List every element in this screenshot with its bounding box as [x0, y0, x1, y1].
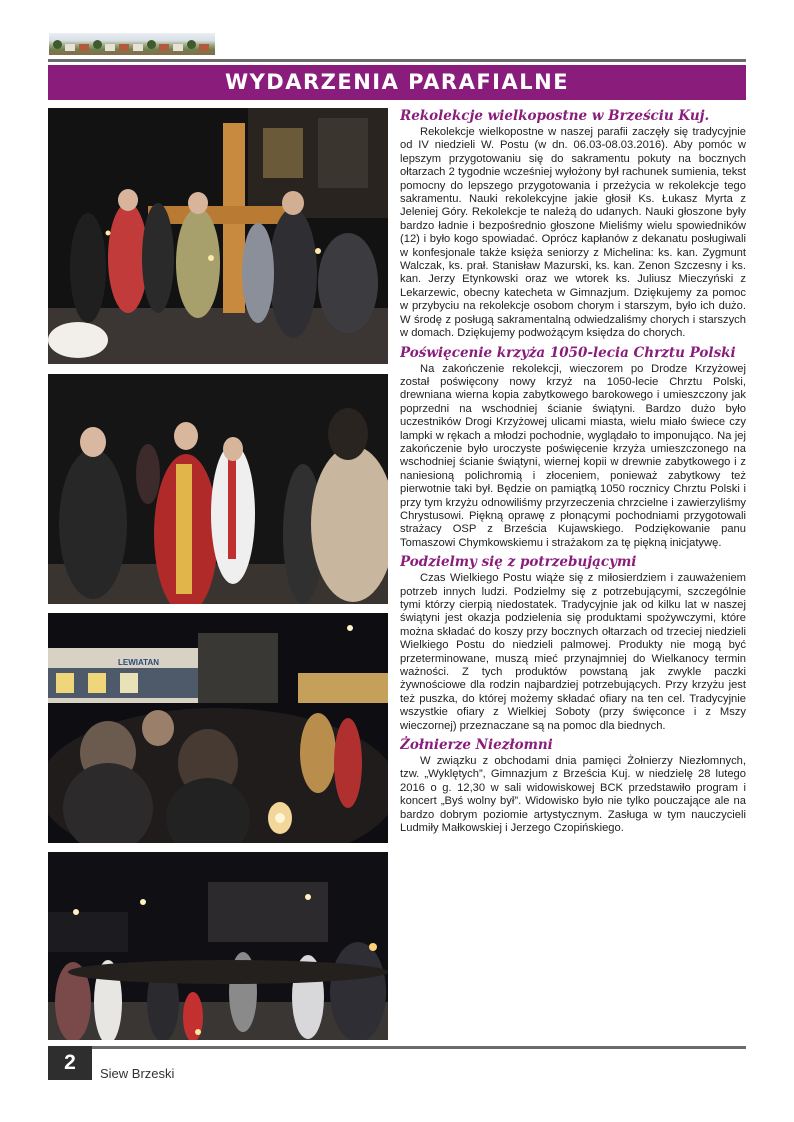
article-body: Czas Wielkiego Postu wiąże się z miłosierdziem i zauważeniem potrzeb innych ludzi. Podzielmy się z potrzebującymi, szczególnie tymi którzy cierpią niedostatek. Tradycyjnie jak od kilku lat w naszej świątyni jest okazja podzielenia się produktami spożywczymi, które można składać do koszy przy bocznych ołtarzach od trzeciej niedzieli Wielkiego Postu do niedzieli palmowej. Produkty nie mogą być przeterminowane, muszą mieć przynajmniej do Wielkanocy termin ważności. Z tych produktów powstaną jak zwykle paczki żywnościowe dla rodzin najbardziej potrzebujących. Przy krzyżu jest też puszka, do której możemy składać ofiary na ten cel. Tradycyjnie wszystkie ofiary z Wielkiej Soboty (przy święconce i z Mszy wieczornej) przeznaczane są na pomoc dla biednych. — [400, 572, 746, 732]
masthead-village-photo — [49, 33, 215, 55]
footer-divider — [92, 1046, 746, 1049]
article-heading: Rekolekcje wielkopostne w Brześciu Kuj. — [400, 108, 710, 124]
article-body: Rekolekcje wielkopostne w naszej parafii zaczęły się tradycyjnie od IV niedzieli W. Postu (w dn. 06.03-08.03.2016). Aby pomóc w lepszym przygotowaniu się do sakramentu pokuty na bocznych ołtarzach 2 tygodnie wcześniej wyłożony był rachunek sumienia, tekst pomocny do lepszego przygotowania i przeżycia w rekolekcje tego sakramentu. Nauki rekolekcyjne jakie głosił Ks. Łukasz Myrta z Jeleniej Góry. Rekolekcje te należą do udanych. Nauki głoszone były bardzo ładnie i bezpośrednio głoszone Mieliśmy wielu spowiedników (12) i było kogo spowiadać. Oprócz kapłanów z dekanatu posługiwali w konfesjonale także księża seniorzy z Michelina: ks. kan. Zygmunt Walczak, ks. prał. Stanisław Mazurski, ks. kan. Zenon Szczesny i ks. kan. Jerzy Etynkowski oraz we wtorek ks. Juliusz Mieczyński z Lekarzewic, obecny katecheta w Gimnazjum. Dziękujemy za pomoc w przybyciu na rekolekcje osobom chorym i starszym, było ich dużo. W środę z posługą sakramentalną odwiedzaliśmy chorych i starszych w domach. Dziękujemy podwożącym księdza do chorych. — [400, 126, 746, 340]
photo-cross-procession — [48, 108, 388, 364]
article-heading: Poświęcenie krzyża 1050-lecia Chrztu Polski — [400, 344, 736, 361]
article-body: W związku z obchodami dnia pamięci Żołnierzy Niezłomnych, tzw. „Wyklętych”, Gimnazjum z Brześcia Kuj. w niedzielę 28 lutego 2016 o g. 12,30 w sali widowiskowej BCK przedstawiło program i koncert „Byś wolny był”. Widowisko było nie tylko pouczające ale na bardzo dobrym poziomie artystycznym. Zasługa w tym nauczycieli Ludmiły Małkowskiej i Jerzego Czopińskiego. — [400, 755, 746, 835]
photo-blessing-priests — [48, 374, 388, 604]
article-heading: Podzielmy się z potrzebującymi — [400, 554, 637, 571]
article-sharing — [400, 554, 746, 733]
header-divider — [48, 59, 746, 62]
page-number: 2 — [48, 1046, 92, 1080]
article-heading: Żołnierze Niezłomni — [400, 737, 553, 754]
photo-street-procession — [48, 852, 388, 1040]
articles-column — [400, 108, 746, 1040]
article-cross-consecration — [400, 345, 746, 551]
article-soldiers — [400, 737, 746, 835]
photo-crowd-night — [48, 613, 388, 843]
section-banner: WYDARZENIA PARAFIALNE — [48, 65, 746, 100]
article-body: Na zakończenie rekolekcji, wieczorem po Drodze Krzyżowej został poświęcony nowy krzyż na 1050-lecie Chrztu Polski, drewniana wierna kopia zabytkowego barokowego i umieszczony jak poprzedni na wschodniej ścianie świątyni. Bardzo dużo było uczestników Drogi Krzyżowej ulicami miasta, wielu miało świece czy lampki w rękach a młodzi pochodnie, wyglądało to imponująco. Na jej zakończenie było uroczyste poświęcenie krzyża umieszczonego na wschodniej ścianie świątyni, wiernej kopii w drewnie zabytkowego i z naniesioną polichromią i złoceniem, ponieważ zabytkowy też pierwotnie taki był. Będzie on pamiątką 1050 rocznicy Chrztu Polski i przy tym krzyżu odnowiliśmy przyrzeczenia chrzcielne i zawierzyliśmy Chrystusowi. Piękną oprawę z płonącymi pochodniami przygotowali strażacy OSP z Brześcia Kujawskiego. Podziękowanie panu Tomaszowi Chymkowskiemu i strażakom za tę piękną inicjatywę. — [400, 362, 746, 549]
article-retreat — [400, 108, 746, 341]
store-sign: LEWIATAN — [118, 658, 160, 667]
publication-name: Siew Brzeski — [100, 1066, 175, 1081]
